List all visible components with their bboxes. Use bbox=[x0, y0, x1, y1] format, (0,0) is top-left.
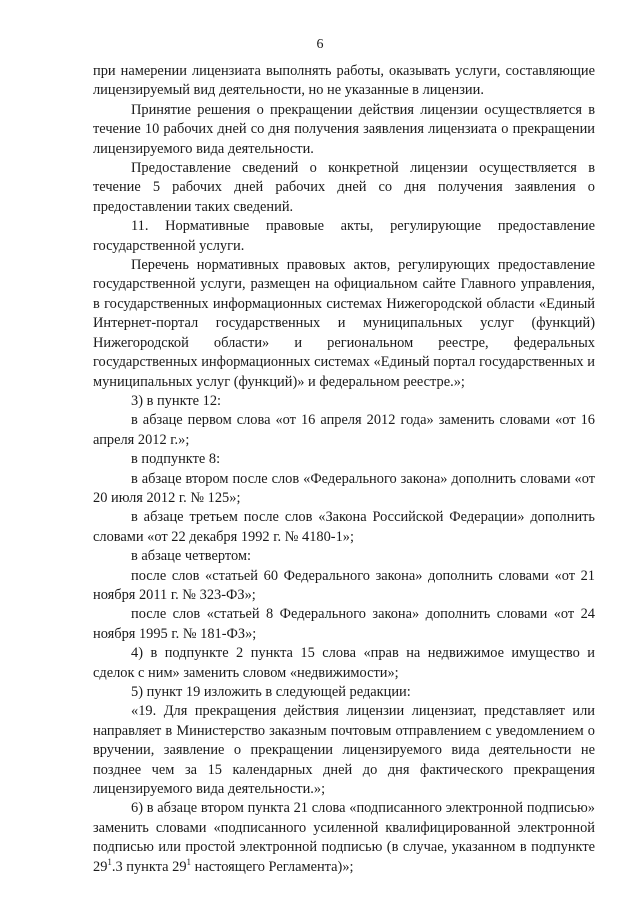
paragraph: 4) в подпункте 2 пункта 15 слова «прав на недвижимое имущество и сделок с ним» заменить словом «недвижимости»; bbox=[93, 645, 595, 681]
paragraph: Предоставление сведений о конкретной лицензии осуществляется в течение 5 рабочих дней рабочих дней со дня получения заявления о предоставлении таких сведений. bbox=[93, 160, 595, 215]
superscript: 1 bbox=[107, 856, 112, 867]
paragraph: 11. Нормативные правовые акты, регулирующие предоставление государственной услуги. bbox=[93, 218, 595, 254]
paragraph: 5) пункт 19 изложить в следующей редакции: bbox=[131, 684, 411, 700]
paragraph: 3) в пункте 12: bbox=[131, 392, 222, 409]
paragraph: в абзаце первом слова «от 16 апреля 2012 года» заменить словами «от 16 апреля 2012 г.»; bbox=[93, 412, 595, 448]
paragraph-text: .3 пункта 29 bbox=[111, 858, 187, 875]
paragraph: после слов «статьей 8 Федерального закона» дополнить словами «от 24 ноября 1995 г. № 181-ФЗ»; bbox=[93, 606, 595, 642]
paragraph: в абзаце втором после слов «Федерального закона» дополнить словами «от 20 июля 2012 г. № 125»; bbox=[93, 470, 595, 506]
paragraph: в абзаце третьем после слов «Закона Российской Федерации» дополнить словами «от 22 декабря 1992 г. № 4180-1»; bbox=[93, 509, 595, 545]
paragraph-last bbox=[93, 799, 595, 877]
paragraph: Принятие решения о прекращении действия лицензии осуществляется в течение 10 рабочих дней со дня получения заявления лицензиата о прекращении лицензируемого вида деятельности. bbox=[93, 101, 595, 157]
paragraph-text: настоящего Регламента)»; bbox=[191, 858, 354, 875]
paragraph: при намерении лицензиата выполнять работы, оказывать услуги, составляющие лицензируемый вид деятельности, но не указанные в лицензии. bbox=[93, 63, 595, 99]
paragraph-text: 6) в абзаце втором пункта 21 слова «подписанного электронной подписью» заменить словами «подписанного усиленной квалифицированной электронной подписью или простой электронной подписью (в случае, указанном в подпункте 29 bbox=[93, 800, 595, 875]
paragraph: после слов «статьей 60 Федерального закона» дополнить словами «от 21 ноября 2011 г. № 323-ФЗ»; bbox=[93, 567, 595, 603]
paragraph: Перечень нормативных правовых актов, регулирующих предоставление государственной услуги, размещен на официальном сайте Главного управления, в государственных информационных системах Нижегородской области «Единый Интернет-портал государственных и муниципальных услуг (функций) Нижегородской области» и региональном реестре, федеральных государственных информационных системах «Единый портал государственных и муниципальных услуг (функций)» и федеральном реестре.»; bbox=[93, 257, 595, 390]
paragraph: в подпункте 8: bbox=[131, 451, 221, 468]
page-number: 6 bbox=[316, 37, 324, 52]
paragraph: «19. Для прекращения действия лицензии лицензиат, представляет или направляет в Министерство заказным почтовым отправлением с уведомлением о вручении, заявление о прекращении лицензируемого вида деятельности не позднее чем за 15 календарных дней до дня фактического прекращения лицензируемого вида деятельности.»; bbox=[93, 703, 595, 798]
superscript: 1 bbox=[186, 856, 192, 867]
document-body bbox=[93, 62, 595, 877]
paragraph: в абзаце четвертом: bbox=[131, 548, 252, 565]
